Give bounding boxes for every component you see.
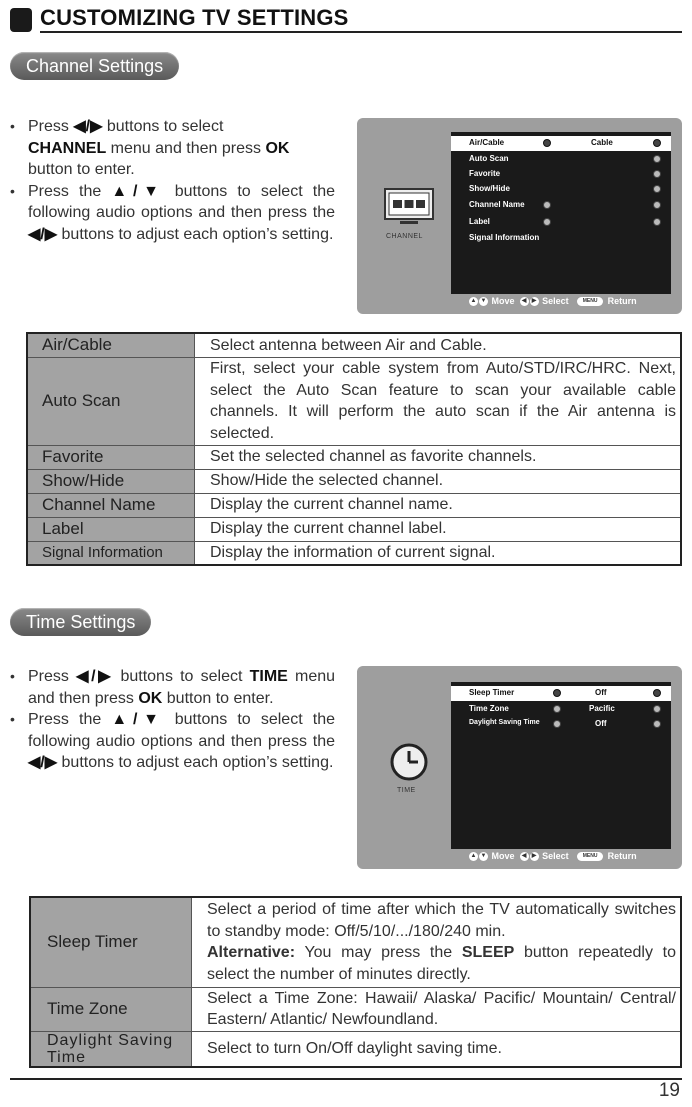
- left-arrow-icon: ◀: [520, 852, 529, 861]
- time-bullet-2: [10, 709, 335, 774]
- text: Press: [28, 118, 69, 135]
- row-description: [192, 897, 682, 987]
- osd-screen: [451, 132, 671, 294]
- ok-keyword: OK: [138, 689, 163, 707]
- right-arrow-icon: ▶: [530, 297, 539, 306]
- nav-return-label: Return: [607, 851, 637, 861]
- channel-osd-panel: [357, 118, 682, 314]
- osd-item-label: Air/Cable: [469, 138, 505, 147]
- ok-keyword: OK: [265, 139, 290, 157]
- left-arrow-icon: [553, 689, 561, 697]
- osd-item-label: Auto Scan: [469, 154, 509, 163]
- row-label: Label: [27, 517, 195, 541]
- menu-key-icon: MENU: [577, 297, 603, 306]
- table-row: [27, 493, 681, 517]
- osd-nav-bar: [469, 851, 637, 861]
- row-description: Show/Hide the selected channel.: [195, 469, 682, 493]
- text: menu and then press: [110, 139, 261, 157]
- time-settings-table: [29, 896, 682, 1068]
- table-row: [27, 357, 681, 445]
- text: button repeatedly to select the number of minutes directly.: [207, 944, 676, 983]
- icon-label: TIME: [397, 787, 416, 794]
- row-description: Display the current channel name.: [195, 493, 682, 517]
- text: buttons to select the following audio options and then press the: [28, 182, 336, 221]
- osd-item-label: Sleep Timer: [469, 688, 515, 697]
- sleep-keyword: SLEEP: [461, 944, 515, 962]
- left-arrow-icon: [543, 139, 551, 147]
- page-number: 19: [658, 1080, 680, 1101]
- right-arrow-icon: [653, 155, 661, 163]
- channel-settings-table: [26, 332, 682, 566]
- up-arrow-icon: ▲: [470, 298, 477, 305]
- menu-keyword: TIME: [249, 668, 288, 685]
- text: menu and then press: [28, 668, 336, 707]
- text: Press the: [28, 182, 102, 200]
- osd-menu-item[interactable]: [451, 152, 671, 167]
- row-label: Time Zone: [30, 987, 192, 1031]
- text: button to enter.: [166, 689, 274, 707]
- osd-menu-item[interactable]: [451, 198, 671, 213]
- osd-item-value: Pacific: [589, 704, 615, 713]
- text: buttons to select: [120, 668, 243, 685]
- left-right-arrows-icon: ◀/▶: [76, 668, 114, 685]
- channel-settings-heading: Channel Settings: [10, 52, 179, 80]
- row-description: Select antenna between Air and Cable.: [195, 333, 682, 357]
- osd-menu-item[interactable]: [451, 215, 671, 230]
- menu-keyword: CHANNEL: [28, 139, 107, 157]
- osd-menu-item[interactable]: [451, 136, 671, 151]
- up-arrow-icon: ▲: [470, 853, 477, 860]
- title-bullet-icon: [10, 8, 32, 32]
- right-arrow-icon: [653, 705, 661, 713]
- table-row: [27, 469, 681, 493]
- osd-item-label: Signal Information: [469, 233, 540, 242]
- down-arrow-icon: ▼: [480, 298, 487, 305]
- osd-item-label: Time Zone: [469, 704, 509, 713]
- nav-move-label: Move: [491, 851, 515, 861]
- row-description: First, select your cable system from Auto/STD/IRC/HRC. Next, select the Auto Scan feature to scan your available cable channels. It will perform the auto scan if the Air antenna is selected.: [195, 357, 682, 445]
- tv-channel-icon: [382, 188, 436, 228]
- table-row: [27, 445, 681, 469]
- right-arrow-icon: [653, 201, 661, 209]
- right-arrow-icon: [653, 218, 661, 226]
- channel-bullet-2: [10, 181, 335, 246]
- row-label: Channel Name: [27, 493, 195, 517]
- right-arrow-icon: [653, 185, 661, 193]
- text: button to enter.: [28, 161, 135, 178]
- nav-return-label: Return: [607, 296, 637, 306]
- row-label: Daylight Saving Time: [30, 1031, 192, 1067]
- osd-item-label: Favorite: [469, 169, 501, 178]
- osd-item-value: Off: [595, 688, 607, 697]
- osd-item-label: Channel Name: [469, 200, 525, 209]
- table-row: [27, 541, 681, 565]
- osd-item-value: Cable: [591, 138, 613, 147]
- row-description: Select a Time Zone: Hawaii/ Alaska/ Pacific/ Mountain/ Central/ Eastern/ Atlantic/ Newfoundland.: [192, 987, 682, 1031]
- left-arrow-icon: [543, 218, 551, 226]
- row-label: Auto Scan: [27, 357, 195, 445]
- row-description: Display the current channel label.: [195, 517, 682, 541]
- time-bullet-1: [10, 666, 335, 709]
- row-label: Sleep Timer: [30, 897, 192, 987]
- channel-instructions: [10, 116, 335, 245]
- right-arrow-icon: [653, 139, 661, 147]
- row-label: Signal Information: [27, 541, 195, 565]
- osd-menu-item[interactable]: [451, 182, 671, 197]
- osd-menu-item[interactable]: [451, 702, 671, 717]
- left-arrow-icon: ◀: [520, 297, 529, 306]
- text: buttons to adjust each option’s setting.: [61, 225, 334, 243]
- up-down-arrows-icon: ▲/▼: [111, 182, 165, 200]
- left-arrow-icon: [553, 720, 561, 728]
- right-arrow-icon: [653, 689, 661, 697]
- up-down-arrows-icon: ▲/▼: [111, 711, 165, 728]
- table-row: [27, 333, 681, 357]
- osd-menu-item[interactable]: [451, 167, 671, 182]
- left-arrow-icon: [543, 201, 551, 209]
- right-arrow-icon: [653, 720, 661, 728]
- page-title: CUSTOMIZING TV SETTINGS: [40, 5, 349, 30]
- osd-item-label: Label: [469, 217, 490, 226]
- osd-item-label: Daylight Saving Time: [469, 719, 540, 726]
- right-arrow-icon: [653, 170, 661, 178]
- left-right-arrows-icon: ◀/▶: [73, 118, 103, 135]
- time-settings-heading: Time Settings: [10, 608, 151, 636]
- left-right-arrows-icon: ◀/▶: [28, 754, 58, 771]
- right-arrow-icon: ▶: [530, 852, 539, 861]
- title-divider: [40, 31, 682, 33]
- row-label: Air/Cable: [27, 333, 195, 357]
- osd-item-label: Show/Hide: [469, 184, 510, 193]
- row-description: Set the selected channel as favorite channels.: [195, 445, 682, 469]
- text: buttons to select the following audio options and then press the: [28, 711, 336, 750]
- row-label: Show/Hide: [27, 469, 195, 493]
- osd-menu-item[interactable]: [451, 717, 671, 732]
- text: Select a period of time after which the TV automatically switches to standby mode: Off/5/10/.../180/240 min.: [207, 901, 676, 940]
- nav-move-label: Move: [491, 296, 515, 306]
- alternative-keyword: Alternative:: [207, 944, 296, 962]
- row-label: Favorite: [27, 445, 195, 469]
- osd-menu-item[interactable]: [451, 686, 671, 701]
- osd-screen: [451, 682, 671, 849]
- row-description: Select to turn On/Off daylight saving time.: [192, 1031, 682, 1067]
- nav-select-label: Select: [542, 851, 569, 861]
- row-description: Display the information of current signal.: [195, 541, 682, 565]
- osd-nav-bar: [469, 296, 637, 306]
- table-row: [30, 1031, 681, 1067]
- osd-menu-item[interactable]: [451, 231, 671, 246]
- channel-bullet-1: [10, 116, 335, 181]
- table-row: [30, 987, 681, 1031]
- icon-label: CHANNEL: [386, 233, 423, 240]
- text: buttons to select: [106, 118, 224, 135]
- osd-item-value: Off: [595, 719, 607, 728]
- table-row: [30, 897, 681, 987]
- nav-select-label: Select: [542, 296, 569, 306]
- time-osd-panel: [357, 666, 682, 869]
- text: You may press the: [304, 944, 453, 962]
- text: Press the: [28, 711, 102, 728]
- text: Press: [28, 668, 69, 685]
- table-row: [27, 517, 681, 541]
- clock-icon: [389, 742, 429, 782]
- text: buttons to adjust each option’s setting.: [61, 754, 334, 771]
- menu-key-icon: MENU: [577, 852, 603, 861]
- left-arrow-icon: [553, 705, 561, 713]
- footer-divider: [10, 1078, 682, 1080]
- down-arrow-icon: ▼: [480, 853, 487, 860]
- time-instructions: [10, 666, 335, 774]
- left-right-arrows-icon: ◀/▶: [28, 225, 58, 243]
